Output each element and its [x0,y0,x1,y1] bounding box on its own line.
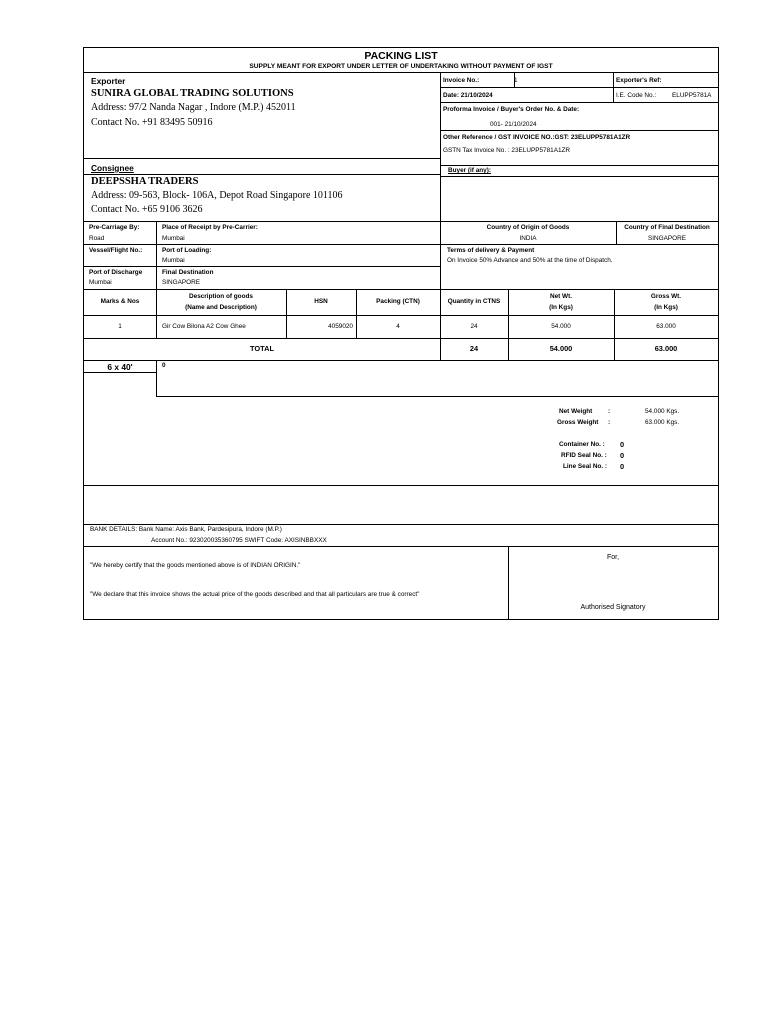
terms-value: On Invoice 50% Advance and 50% at the time of Dispatch. [447,257,613,264]
row-net-wt: 54.000 [551,323,571,330]
divider [156,221,157,289]
consignee-name: DEEPSSHA TRADERS [91,176,199,187]
col-header-marks: Marks & Nos [100,298,140,305]
final-destination-value: SINGAPORE [162,279,200,286]
port-loading-value: Mumbai [162,257,185,264]
invoice-no-label: Invoice No.: [443,77,480,84]
net-weight-label: Net Weight [559,408,593,415]
row-marks: 1 [118,323,122,330]
divider [440,165,441,221]
consignee-contact: Contact No. +65 9106 3626 [91,204,203,215]
col-header-description-sub: (Name and Description) [185,304,257,311]
gross-weight-label: Gross Weight [557,419,599,426]
col-header-net-wt-unit: (In Kgs) [549,304,573,311]
divider [156,360,157,396]
divider [440,221,441,289]
col-header-gross-wt: Gross Wt. [650,293,682,300]
document-title: PACKING LIST [364,50,438,62]
divider [440,72,441,165]
gross-weight-value: 63.000 Kgs. [645,419,680,426]
total-gross-wt: 63.000 [654,344,678,353]
terms-label: Terms of delivery & Payment [447,247,535,254]
container-no-value: 0 [620,440,625,449]
exporter-name: SUNIRA GLOBAL TRADING SOLUTIONS [91,88,294,99]
final-destination-label: Final Destination [162,269,214,276]
divider [440,176,718,177]
total-net-wt: 54.000 [549,344,573,353]
proforma-value: 001- 21/10/2024 [490,121,537,128]
col-header-gross-wt-unit: (In Kgs) [654,304,678,311]
final-dest-country-label: Country of Final Destination [624,224,710,231]
divider [440,87,718,88]
document-subtitle: SUPPLY MEANT FOR EXPORT UNDER LETTER OF UNDERTAKING WITHOUT PAYMENT OF IGST [249,63,553,70]
exporter-label: Exporter [91,76,126,86]
rfid-seal-label: RFID Seal No. : [561,452,607,459]
rfid-seal-value: 0 [620,451,625,460]
col-header-quantity: Quantity in CTNS [447,298,501,305]
authorised-signatory: Authorised Signatory [580,604,646,611]
pre-carriage-value: Road [89,235,105,242]
divider [84,158,440,159]
origin-value: INDIA [519,235,537,242]
gross-weight-colon: : [608,419,611,426]
proforma-label: Proforma Invoice / Buyer's Order No. & Date: [443,106,580,113]
total-quantity: 24 [469,344,479,353]
net-weight-value: 54.000 Kgs. [645,408,680,415]
divider [84,72,718,73]
line-seal-value: 0 [620,462,625,471]
divider [84,546,718,547]
col-header-description: Description of goods [189,293,253,300]
divider [84,266,440,267]
vessel-label: Vessel/Flight No.: [89,247,143,254]
for-label: For, [606,554,620,561]
consignee-label: Consignee [91,163,134,173]
place-receipt-value: Mumbai [162,235,185,242]
port-discharge-label: Port of Discharge [89,269,143,276]
line-seal-label: Line Seal No. : [563,463,608,470]
row-gross-wt: 63.000 [656,323,676,330]
divider [84,524,718,525]
container-value: 0 [162,362,166,369]
row-packing: 4 [396,323,400,330]
ie-code-label: I.E. Code No.: [616,92,657,99]
place-receipt-label: Place of Receipt by Pre-Carrier: [162,224,258,231]
row-description: Gir Cow Bilona A2 Cow Ghee [162,323,246,330]
col-header-packing: Packing (CTN) [376,298,420,305]
divider [440,102,718,103]
divider [84,338,718,339]
divider [440,130,718,131]
origin-declaration: "We hereby certify that the goods mentioned above is of INDIAN ORIGIN." [90,562,301,569]
divider [84,174,440,175]
row-quantity: 24 [470,323,478,330]
ie-code-value: ELUPP5781A [672,92,712,99]
divider [84,360,718,361]
gstn-invoice: GSTN Tax Invoice No. : 23ELUPP5781A1ZR [443,147,571,154]
divider [84,485,718,486]
invoice-no-value: 1 [514,77,518,84]
port-loading-label: Port of Loading: [162,247,212,254]
packing-list-document [83,47,719,620]
container-no-label: Container No. : [559,441,605,448]
row-hsn: 4059020 [328,323,353,330]
bank-details-line2: Account No.: 923020035360795 SWIFT Code: AXISINBBXXX [151,537,327,544]
buyer-label: Buyer (if any): [448,167,491,174]
bank-details-line1: BANK DETAILS: Bank Name: Axis Bank, Pardesipura, Indore (M.P.) [90,526,282,533]
total-label: TOTAL [250,344,274,353]
port-discharge-value: Mumbai [89,279,112,286]
divider [84,221,718,222]
container-size: 6 x 40' [107,362,133,372]
pre-carriage-label: Pre-Carriage By: [89,224,140,231]
origin-label: Country of Origin of Goods [486,224,570,231]
exporter-address: Address: 97/2 Nanda Nagar , Indore (M.P.) 452011 [91,102,296,113]
exporter-contact: Contact No. +91 83495 50916 [91,117,213,128]
final-dest-country-value: SINGAPORE [648,235,686,242]
col-header-hsn: HSN [314,298,328,305]
divider [84,315,718,316]
divider [84,289,718,290]
divider [286,289,287,338]
exporters-ref-label: Exporter's Ref: [616,77,662,84]
divider [356,289,357,338]
divider [156,396,718,397]
price-declaration: "We declare that this invoice shows the actual price of the goods described and that all particulars are true & correct" [90,591,420,598]
divider [440,165,718,166]
other-reference: Other Reference / GST INVOICE NO.:GST: 23ELUPP5781A1ZR [443,134,631,141]
consignee-address: Address: 09-563, Block- 106A, Depot Road Singapore 101106 [91,190,343,201]
divider [84,372,156,373]
invoice-date: Date: 21/10/2024 [443,92,493,99]
net-weight-colon: : [608,408,611,415]
col-header-net-wt: Net Wt. [549,293,572,300]
divider [84,244,718,245]
